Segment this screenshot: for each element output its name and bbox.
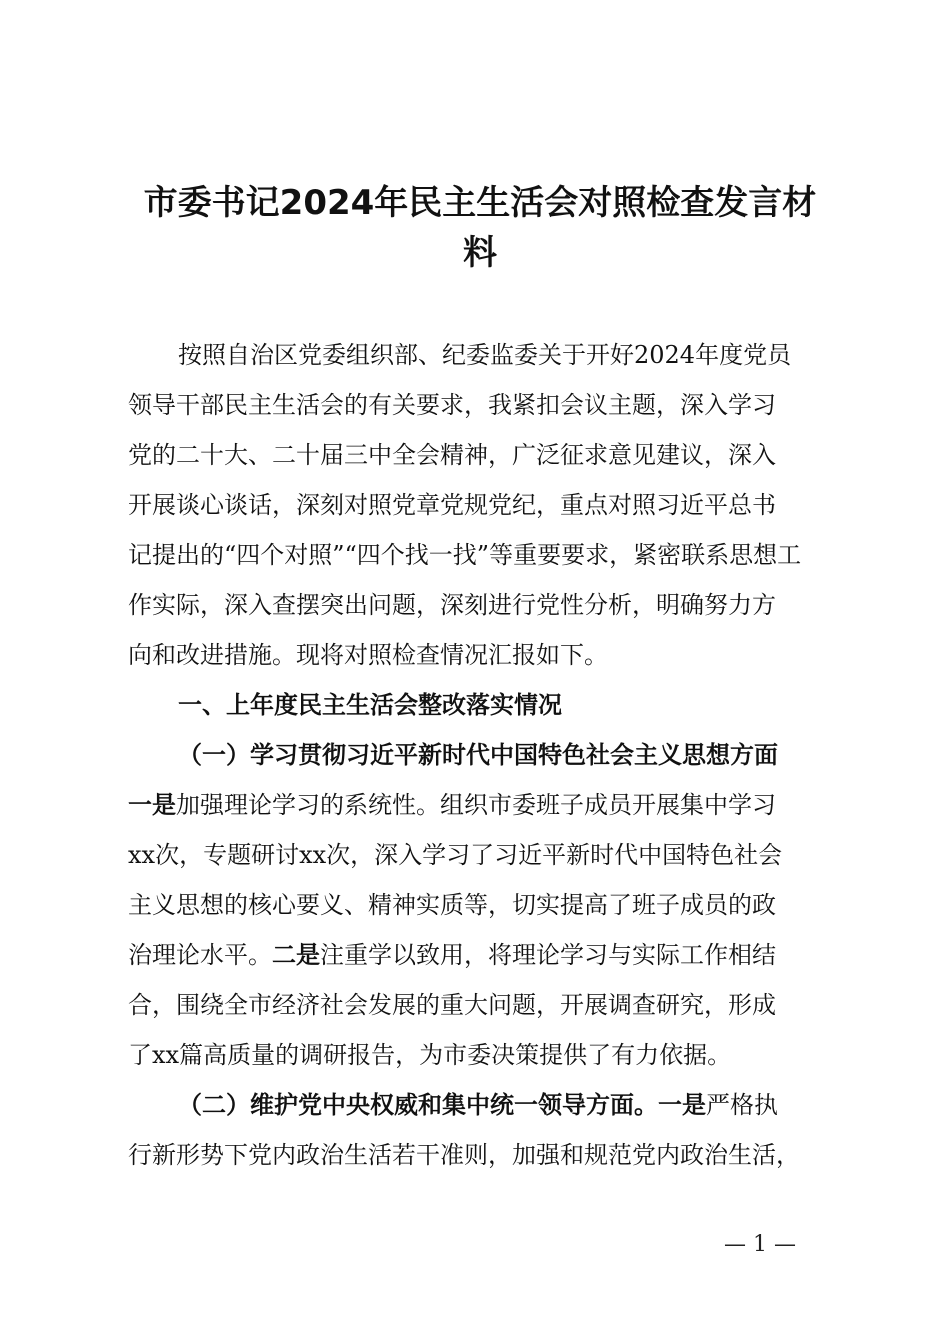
paragraph-line: 了xx篇高质量的调研报告，为市委决策提供了有力依据。 — [128, 1041, 732, 1069]
paragraph-line: 开展谈心谈话，深刻对照党章党规党纪，重点对照习近平总书 — [128, 491, 776, 519]
point-marker: 一是 — [128, 791, 176, 819]
paragraph-line: 按照自治区党委组织部、纪委监委关于开好2024年度党员 — [178, 341, 792, 369]
paragraph-line: 领导干部民主生活会的有关要求，我紧扣会议主题，深入学习 — [128, 391, 776, 419]
point-marker: 一是 — [658, 1091, 706, 1119]
paragraph-line: 主义思想的核心要义、精神实质等，切实提高了班子成员的政 — [128, 891, 776, 919]
point-marker: 二是 — [272, 941, 320, 969]
section-heading: 一、上年度民主生活会整改落实情况 — [178, 691, 562, 719]
paragraph-line: 党的二十大、二十届三中全会精神，广泛征求意见建议，深入 — [128, 441, 776, 469]
paragraph-line — [128, 930, 838, 980]
paragraph-line — [128, 780, 838, 830]
paragraph-text: 治理论水平。 — [128, 941, 272, 969]
paragraph-line: 作实际，深入查摆突出问题，深刻进行党性分析，明确努力方 — [128, 591, 776, 619]
page-number: — 1 — — [724, 1232, 796, 1257]
title-line-2: 料 — [463, 233, 497, 273]
paragraph-line: 记提出的“四个对照”“四个找一找”等重要要求，紧密联系思想工 — [128, 541, 802, 569]
title-line-1: 市委书记2024年民主生活会对照检查发言材 — [143, 183, 817, 223]
paragraph-line: xx次，专题研讨xx次，深入学习了习近平新时代中国特色社会 — [128, 841, 783, 869]
paragraph-line: 向和改进措施。现将对照检查情况汇报如下。 — [128, 641, 608, 669]
document-body — [128, 330, 838, 1180]
paragraph-text: 严格执 — [706, 1091, 778, 1119]
subsection-heading: （一）学习贯彻习近平新时代中国特色社会主义思想方面 — [178, 741, 778, 769]
paragraph-text: 注重学以致用，将理论学习与实际工作相结 — [320, 941, 776, 969]
paragraph-line: 行新形势下党内政治生活若干准则，加强和规范党内政治生活， — [128, 1141, 800, 1169]
paragraph-text: 加强理论学习的系统性。组织市委班子成员开展集中学习 — [176, 791, 776, 819]
paragraph-line — [128, 1080, 838, 1130]
paragraph-line: 合，围绕全市经济社会发展的重大问题，开展调查研究，形成 — [128, 991, 776, 1019]
subsection-heading: （二）维护党中央权威和集中统一领导方面。 — [178, 1091, 658, 1119]
document-title — [120, 178, 840, 278]
